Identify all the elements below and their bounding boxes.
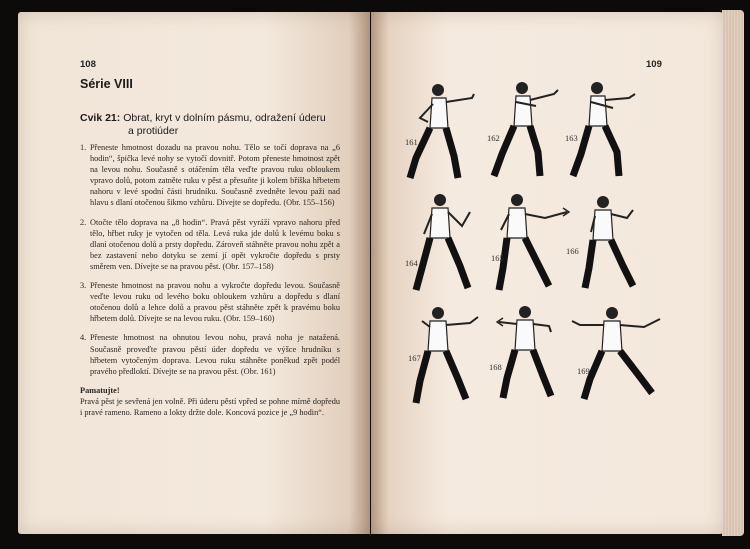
item-text: Přeneste hmotnost na ohnutou levou nohu, pravá noha je natažená. Současně proveďte pravou pěstí úder dopředu ve výšce hrudníku s hřbetem vytočeným doprava. Levou ruku stáhněte poněkud zpět podél pravého předloktí. Dívejte se na pravou pěst. (Obr. 161) — [90, 333, 340, 376]
item-text: Přeneste hmotnost na pravou nohu a vykročte dopředu levou. Současně veďte levou ruku od levého boku obloukem vzhůru a dopředu s dlaní otočenou dolů a lehce dolů a pravou pěst stáhněte zpět k pravému boku hřbetem dolů. Dívejte se na levou ruku. (Obr. 159–160) — [90, 281, 340, 324]
martial-arts-figure-icon — [495, 302, 575, 407]
martial-arts-figure-icon — [410, 303, 490, 408]
martial-arts-figure-icon — [573, 76, 653, 186]
figure-number: 161 — [405, 137, 418, 147]
figure-number: 167 — [408, 353, 421, 363]
right-page-number: 109 — [646, 59, 662, 70]
exercise-title — [80, 112, 340, 138]
page-edges — [722, 10, 744, 536]
martial-arts-figure-icon — [488, 76, 568, 186]
exercise-title-line2: a protiúder — [128, 125, 179, 137]
instruction-item — [80, 332, 340, 376]
figure-number: 168 — [489, 362, 502, 372]
figure-165 — [495, 190, 575, 300]
exercise-label: Cvik 21: — [80, 112, 121, 124]
series-title: Série VIII — [80, 77, 133, 91]
figure-164 — [410, 190, 490, 300]
figure-162 — [488, 76, 568, 191]
martial-arts-figure-icon — [570, 303, 670, 408]
item-number: 2. — [80, 217, 87, 227]
item-text: Přeneste hmotnost dozadu na pravou nohu. Tělo se točí doprava na „6 hodin“, špička levé nohy se vytočí dovnitř. Potom přeneste hmotnost zpět na levou nohu. Současně s otáčením těla veďte pravou ruku obloukem vpravo dolů, potom zatněte ruku v pěst a přesuňte ji kolem bříška hřbetem nahoru v levé spodní části hrudníku. Současně zvedněte levou paži nad hlavu s dlaní otočenou šikmo vzhůru. Dívejte se dopředu. (Obr. 155–156) — [90, 143, 340, 208]
item-number: 3. — [80, 281, 87, 291]
figure-161 — [400, 78, 480, 193]
instruction-item — [80, 142, 340, 209]
figure-163 — [573, 76, 653, 191]
instruction-item — [80, 280, 340, 324]
figure-number: 162 — [487, 133, 500, 143]
item-text: Otočte tělo doprava na „8 hodin“. Pravá pěst vyráží vpravo nahoru před tělo, hřbet ruky je vytočen od těla. Levá ruka jde dolů k levému boku s dlaní otočenou dolů a prsty dopředu. Zároveň stáhněte pravou nohu zpět a bez zastavení nebo dotyku se zemí jí opět vykročte dopředu s prsty směrem ven. Dívejte se na pravou pěst. (Obr. 157–158) — [90, 217, 340, 271]
note-text: Pravá pěst je sevřená jen volně. Při úderu pěstí vpřed se pohne mírně dopředu i pravé rameno. Rameno a lokty držte dole. Koncová pozice je „9 hodin“. — [80, 396, 340, 417]
martial-arts-figure-icon — [410, 190, 490, 295]
martial-arts-figure-icon — [583, 192, 663, 292]
figure-number: 165 — [491, 253, 504, 263]
martial-arts-figure-icon — [495, 190, 575, 295]
instruction-item — [80, 217, 340, 272]
left-page-number: 108 — [80, 59, 96, 70]
figure-167 — [410, 303, 490, 413]
figure-number: 166 — [566, 246, 579, 256]
note-heading: Pamatujte! — [80, 385, 120, 395]
figure-168 — [495, 302, 575, 412]
martial-arts-figure-icon — [400, 78, 480, 188]
figure-number: 163 — [565, 133, 578, 143]
exercise-title-line1: Obrat, kryt v dolním pásmu, odražení úderu — [123, 112, 326, 124]
instructions — [80, 142, 340, 418]
figure-number: 164 — [405, 258, 418, 268]
item-number: 4. — [80, 333, 87, 343]
figure-166 — [583, 192, 663, 297]
item-number: 1. — [80, 143, 87, 152]
figure-169 — [570, 303, 670, 413]
figure-number: 169 — [577, 366, 590, 376]
